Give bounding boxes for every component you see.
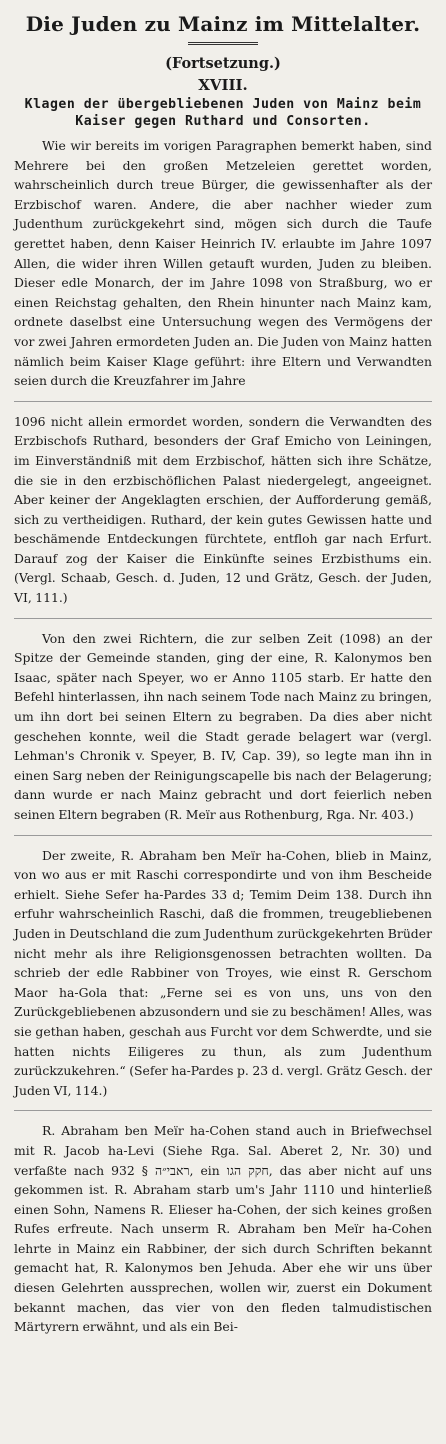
- continuation-note: (Fortsetzung.): [165, 55, 281, 72]
- paragraph-1: Wie wir bereits im vorigen Paragraphen bemerkt haben, sind Mehrere bei den großen Metzeleien gerettet worden, wahrscheinlich durch treue Bürger, die gewissenhafter als der Erzbischof waren. Andere, die aber nachher wieder zum Judenthum zurückgekehrt sind, mögen sich durch die Taufe gerettet haben, denn Kaiser Heinrich IV. erlaubte im Jahre 1097 Allen, die wider ihren Willen getauft wurden, Juden zu bleiben. Dieser edle Monarch, der im Jahre 1098 von Straßburg, wo er einen Reichstag gehalten, den Rhein hinunter nach Mainz kam, ordnete daselbst eine Untersuchung wegen des Vermögens der vor zwei Jahren ermordeten Juden an. Die Juden von Mainz hatten nämlich beim Kaiser Klage geführt: ihre Eltern und Verwandten seien durch die Kreuzfahrer im Jahre: [14, 138, 432, 389]
- section-heading: Klagen der übergebliebenen Juden von Mainz beim Kaiser gegen Ruthard und Consorten.: [24, 97, 422, 129]
- article-title: Die Juden zu Mainz im Mittelalter.: [25, 12, 421, 36]
- section-number: XVIII.: [198, 76, 248, 94]
- paragraph-divider: [14, 618, 432, 619]
- paragraph-divider: [14, 835, 432, 836]
- paragraph-4: Der zweite, R. Abraham ben Meïr ha-Cohen, blieb in Mainz, von wo aus er mit Raschi correspondirte und von ihm Bescheide erhielt. Siehe Sefer ha-Pardes 33 d; Temim Deim 138. Durch ihn erfuhr wahrscheinlich Raschi, daß die frommen, treugebliebenen Juden in Deutschland die zum Judenthum zurückgekehrten Brüder nicht mehr als ihre Religionsgenossen betrachten wollten. Da schrieb der edle Rabbiner von Troyes, wie einst R. Gerschom Maor ha-Gola that: „Ferne sei es von uns, uns von den Zurückgebliebenen abzusondern und sie zu beschämen! Alles, was sie gethan haben, geschah aus Furcht vor dem Schwerdte, und sie hatten nichts Eiligeres zu thun, als zum Judenthum zurückzukehren.“ (Sefer ha-Pardes p. 23 d. vergl. Grätz Gesch. der Juden VI, 114.): [14, 847, 432, 1098]
- paragraph-2: 1096 nicht allein ermordet worden, sondern die Verwandten des Erzbischofs Ruthard, besonders der Graf Emicho von Leiningen, im Einverständniß mit dem Erzbischof, hätten sich ihre Schätze, die sie in den erzbischöflichen Palast niedergelegt, angeeignet. Aber keiner der Angeklagten erschien, der Aufforderung gemäß, sich zu vertheidigen. Ruthard, der kein gutes Gewissen hatte und beschämende Entdeckungen fürchtete, entfloh gar nach Erfurt. Darauf zog der Kaiser die Einkünfte seines Erzbisthums ein. (Vergl. Schaab, Gesch. d. Juden, 12 und Grätz, Gesch. der Juden, VI, 111.): [14, 413, 432, 606]
- paragraph-3: Von den zwei Richtern, die zur selben Zeit (1098) an der Spitze der Gemeinde standen, ging der eine, R. Kalonymos ben Isaac, später nach Speyer, wo er Anno 1105 starb. Er hatte den Befehl hinterlassen, ihn nach seinem Tode nach Mainz zu bringen, um ihn dort bei seinen Eltern zu begraben. Da dies aber nicht geschehen konnte, weil die Stadt gerade belagert war (vergl. Lehman's Chronik v. Speyer, B. IV, Cap. 39), so legte man ihn in einen Sarg neben der Reinigungscapelle bis nach der Belagerung; dann wurde er nach Mainz gebracht und dort feierlich neben seinen Eltern begraben (R. Meïr aus Rothenburg, Rga. Nr. 403.): [14, 630, 432, 822]
- column-break-divider: [14, 401, 432, 402]
- paragraph-divider: [14, 1110, 432, 1111]
- paragraph-5: R. Abraham ben Meïr ha-Cohen stand auch in Briefwechsel mit R. Jacob ha-Levi (Siehe Rga. Sal. Aberet 2, Nr. 30) und verfaßte nach ראבי״ה § 932, ein חקק הגו, das aber nicht auf uns gekommen ist. R. Abraham starb um's Jahr 1110 und hinterließ einen Sohn, Namens R. Elieser ha-Cohen, der sich keines großen Rufes erfreute. Nach unserm R. Abraham ben Meïr ha-Cohen lehrte in Mainz ein Rabbiner, der sich durch Schriften bekannt gemacht hat, R. Kalonymos ben Jehuda. Aber ehe wir uns über diesen Gelehrten aussprechen, wollen wir, zuerst ein Dokument bekannt machen, das vier von den fleden talmudistischen Märtyrern erwähnt, und als ein Bei-: [14, 1123, 433, 1335]
- title-ornament-rule: [188, 42, 258, 45]
